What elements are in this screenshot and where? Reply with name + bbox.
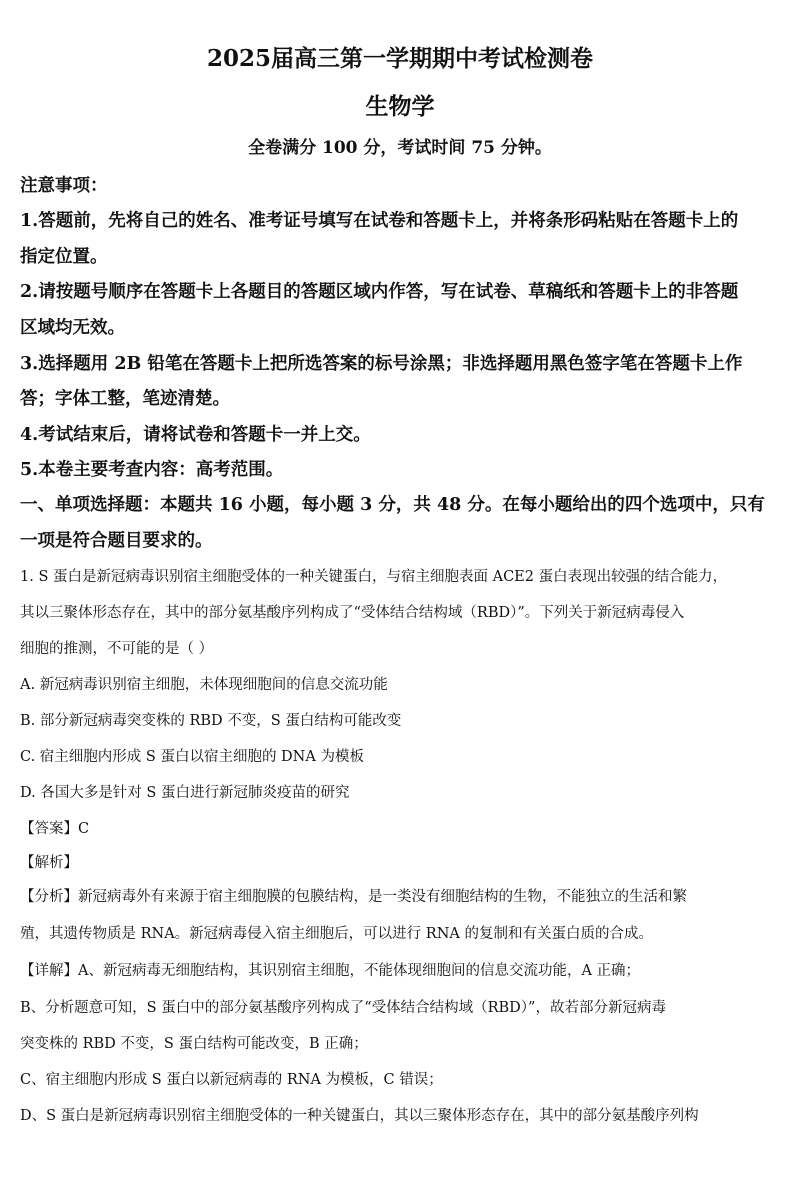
notice-line: 答；字体工整，笔迹清楚。 (20, 389, 230, 409)
notice-line: 1.答题前，先将自己的姓名、准考证号填写在试卷和答题卡上，并将条形码粘贴在答题卡上的 (20, 211, 739, 231)
detail-line: B、分析题意可知，S 蛋白中的部分氨基酸序列构成了“受体结合结构域（RBD）”，故若部分新冠病毒 (20, 1000, 666, 1016)
section-heading: 一项是符合题目要求的。 (20, 531, 213, 551)
section-heading: 一、单项选择题：本题共 16 小题，每小题 3 分，共 48 分。在每小题给出的四个选项中，只有 (20, 495, 765, 515)
option-d: D. 各国大多是针对 S 蛋白进行新冠肺炎疫苗的研究 (20, 785, 350, 801)
notice-line: 2.请按题号顺序在答题卡上各题目的答题区域内作答，写在试卷、草稿纸和答题卡上的非答题 (20, 282, 739, 302)
analysis-heading: 【解析】 (20, 855, 78, 871)
exam-title: 2025届高三第一学期期中考试检测卷 (206, 45, 593, 72)
analysis-line: 殖，其遗传物质是 RNA。新冠病毒侵入宿主细胞后，可以进行 RNA 的复制和有关蛋白质的合成。 (20, 926, 653, 942)
score-time-line: 全卷满分 100 分，考试时间 75 分钟。 (248, 138, 552, 158)
notice-line: 区域均无效。 (20, 318, 125, 338)
notice-line: 3.选择题用 2B 铅笔在答题卡上把所选答案的标号涂黑；非选择题用黑色签字笔在答题卡上作 (20, 354, 743, 374)
notice-line: 指定位置。 (20, 247, 108, 267)
notice-line: 5.本卷主要考查内容：高考范围。 (20, 460, 284, 480)
answer-line: 【答案】C (20, 821, 90, 837)
subject-title: 生物学 (365, 93, 435, 120)
notice-line: 4.考试结束后，请将试卷和答题卡一并上交。 (20, 425, 371, 445)
question-stem: 细胞的推测，不可能的是（ ） (20, 641, 214, 657)
question-stem: 其以三聚体形态存在，其中的部分氨基酸序列构成了“受体结合结构域（RBD）”。下列关于新冠病毒侵入 (20, 605, 685, 621)
detail-line: 突变株的 RBD 不变，S 蛋白结构可能改变，B 正确； (20, 1036, 368, 1052)
analysis-line: 【分析】新冠病毒外有来源于宿主细胞膜的包膜结构，是一类没有细胞结构的生物，不能独立的生活和繁 (20, 889, 687, 905)
question-stem: 1. S 蛋白是新冠病毒识别宿主细胞受体的一种关键蛋白，与宿主细胞表面 ACE2 蛋白表现出较强的结合能力， (20, 569, 728, 585)
detail-line: 【详解】A、新冠病毒无细胞结构，其识别宿主细胞，不能体现细胞间的信息交流功能，A 正确； (20, 963, 641, 979)
option-c: C. 宿主细胞内形成 S 蛋白以宿主细胞的 DNA 为模板 (20, 749, 364, 765)
notice-heading: 注意事项： (20, 176, 108, 196)
option-a: A. 新冠病毒识别宿主细胞，未体现细胞间的信息交流功能 (20, 677, 388, 693)
detail-line: C、宿主细胞内形成 S 蛋白以新冠病毒的 RNA 为模板，C 错误； (20, 1072, 443, 1088)
option-b: B. 部分新冠病毒突变株的 RBD 不变，S 蛋白结构可能改变 (20, 713, 402, 729)
detail-line: D、S 蛋白是新冠病毒识别宿主细胞受体的一种关键蛋白，其以三聚体形态存在，其中的部分氨基酸序列构 (20, 1108, 699, 1124)
